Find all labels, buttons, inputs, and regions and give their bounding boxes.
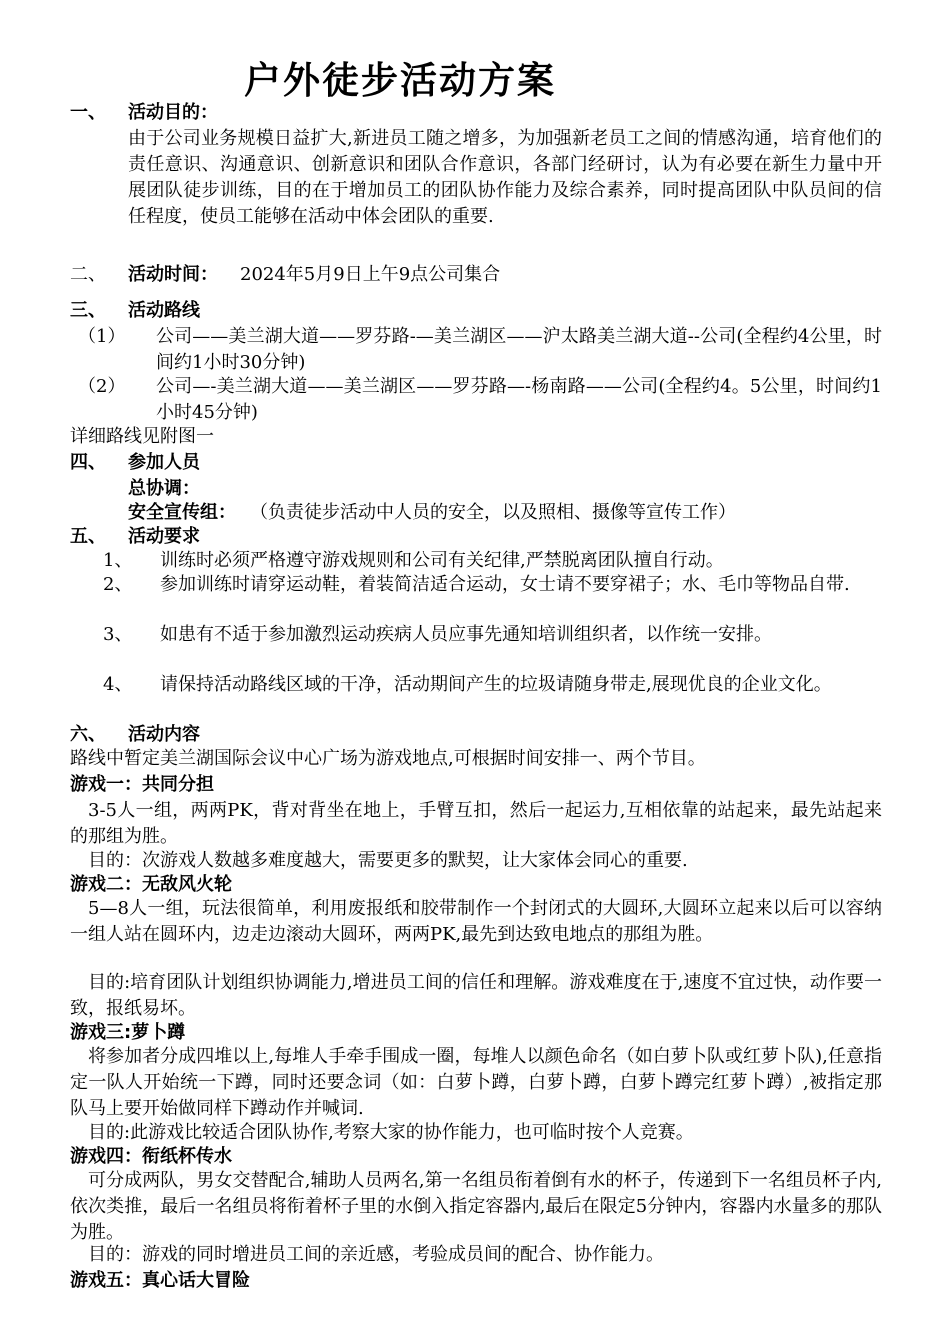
safety-group-desc: （负责徒步活动中人员的安全，以及照相、摄像等宣传工作） xyxy=(250,502,736,523)
requirement-1-text: 训练时必须严格遵守游戏规则和公司有关纪律,严禁脱离团队擅自行动。 xyxy=(160,550,724,571)
route-1-text: 公司——美兰湖大道——罗芬路-—美兰湖区——沪太路美兰湖大道--公司(全程约4公里，时间约1小时30分钟) xyxy=(156,326,882,373)
activity-time-value: 2024年5月9日上午9点公司集合 xyxy=(240,264,501,285)
requirement-1-number: 1、 xyxy=(103,550,133,571)
route-2-text: 公司—-美兰湖大道——美兰湖区——罗芬路—-杨南路——公司(全程约4。5公里，时间约1小时45分钟) xyxy=(156,376,882,423)
game-1-desc: 3-5人一组，两两PK，背对背坐在地上，手臂互扣，然后一起运力,互相依靠的站起来，最先站起来的那组为胜。 xyxy=(70,800,882,847)
game-4-desc: 可分成两队，男女交替配合,辅助人员两名,第一名组员衔着倒有水的杯子，传递到下一名组员杯子内,依次类推，最后一名组员将衔着杯子里的水倒入指定容器内,最后在限定5分钟内，容器内水量多的那队为胜。 xyxy=(70,1170,882,1243)
game-4-goal: 目的：游戏的同时增进员工间的亲近感，考验成员间的配合、协作能力。 xyxy=(88,1244,664,1265)
game-3-title: 游戏三:萝卜蹲 xyxy=(70,1022,186,1043)
game-3-desc: 将参加者分成四堆以上,每堆人手牵手围成一圈，每堆人以颜色命名（如白萝卜队或红萝卜队),任意指定一队人开始统一下蹲，同时还要念词（如：白萝卜蹲，白萝卜蹲，白萝卜蹲完红萝卜蹲）,被指定那队马上要开始做同样下蹲动作并喊词. xyxy=(70,1046,882,1119)
section-5-heading: 活动要求 xyxy=(128,526,200,547)
section-2-number: 二、 xyxy=(70,264,106,285)
game-2-title: 游戏二：无敌风火轮 xyxy=(70,874,232,895)
game-1-goal: 目的：次游戏人数越多难度越大，需要更多的默契，让大家体会同心的重要. xyxy=(88,850,688,871)
section-4-heading: 参加人员 xyxy=(128,452,200,473)
game-1-title: 游戏一：共同分担 xyxy=(70,774,214,795)
game-2-goal: 目的:培育团队计划组织协调能力,增进员工间的信任和理解。游戏难度在于,速度不宜过快，动作要一致，报纸易坏。 xyxy=(70,972,882,1019)
section-3-number: 三、 xyxy=(70,300,106,321)
section-2-heading: 活动时间： xyxy=(128,264,218,285)
page-title: 户外徒步活动方案 xyxy=(244,59,556,102)
section-6-number: 六、 xyxy=(70,724,106,745)
requirement-2-number: 2、 xyxy=(103,574,133,595)
game-3-goal: 目的:此游戏比较适合团队协作,考察大家的协作能力，也可临时按个人竞赛。 xyxy=(88,1122,694,1143)
route-2-number: （2） xyxy=(78,376,126,397)
requirement-4-number: 4、 xyxy=(103,674,133,695)
section-1-heading: 活动目的： xyxy=(128,102,218,123)
requirement-2-text: 参加训练时请穿运动鞋，着装简洁适合运动，女士请不要穿裙子；水、毛巾等物品自带. xyxy=(160,574,850,595)
section-1-number: 一、 xyxy=(70,102,106,123)
safety-group-label: 安全宣传组： xyxy=(128,502,236,523)
route-1-number: （1） xyxy=(78,326,126,347)
game-2-desc: 5—8人一组，玩法很简单，利用废报纸和胶带制作一个封闭式的大圆环,大圆环立起来以后可以容纳一组人站在圆环内，边走边滚动大圆环，两两PK,最先到达致电地点的那组为胜。 xyxy=(70,898,882,945)
section-1-body: 由于公司业务规模日益扩大,新进员工随之增多，为加强新老员工之间的情感沟通，培育他们的责任意识、沟通意识、创新意识和团队合作意识，各部门经研讨，认为有必要在新生力量中开展团队徒步训练，目的在于增加员工的团队协作能力及综合素养，同时提高团队中队员间的信任程度，使员工能够在活动中体会团队的重要. xyxy=(128,128,882,227)
requirement-3-number: 3、 xyxy=(103,624,133,645)
section-6-heading: 活动内容 xyxy=(128,724,200,745)
game-4-title: 游戏四：衔纸杯传水 xyxy=(70,1146,232,1167)
game-5-title: 游戏五：真心话大冒险 xyxy=(70,1270,250,1291)
activity-intro: 路线中暂定美兰湖国际会议中心广场为游戏地点,可根据时间安排一、两个节目。 xyxy=(70,748,706,769)
section-3-heading: 活动路线 xyxy=(128,300,200,321)
requirement-4-text: 请保持活动路线区域的干净，活动期间产生的垃圾请随身带走,展现优良的企业文化。 xyxy=(160,674,832,695)
route-map-note: 详细路线见附图一 xyxy=(70,426,214,447)
section-4-number: 四、 xyxy=(70,452,106,473)
requirement-3-text: 如患有不适于参加激烈运动疾病人员应事先通知培训组织者，以作统一安排。 xyxy=(160,624,772,645)
coordinator-label: 总协调： xyxy=(128,478,200,499)
section-5-number: 五、 xyxy=(70,526,106,547)
